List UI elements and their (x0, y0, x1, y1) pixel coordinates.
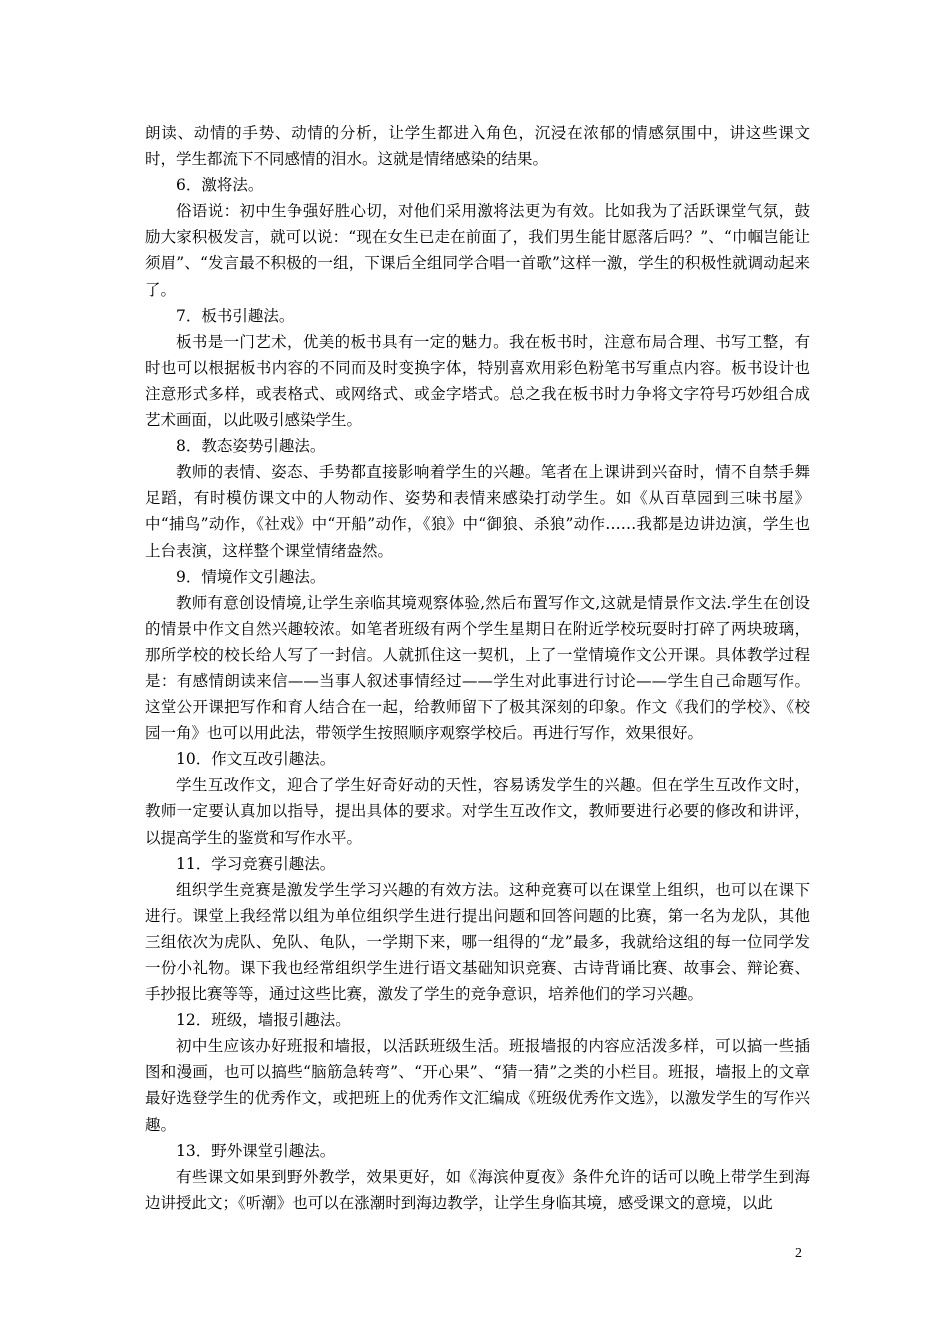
page-number: 2 (795, 1246, 802, 1261)
paragraph-9: 教师有意创设情境,让学生亲临其境观察体验,然后布置写作文,这就是情景作文法.学生在创设的情景中作文自然兴趣较浓。如笔者班级有两个学生星期日在附近学校玩耍时打碎了两块玻璃，那所学校的校长给人写了一封信。人就抓住这一契机，上了一堂情境作文公开课。具体教学过程是：有感情朗读来信——当事人叙述事情经过——学生对此事进行讨论——学生自己命题写作。这堂公开课把写作和育人结合在一起，给教师留下了极其深刻的印象。作文《我们的学校》、《校园一角》也可以用此法，带领学生按照顺序观察学校后。再进行写作，效果很好。 (145, 593, 810, 743)
paragraph-continuation: 朗读、动情的手势、动情的分析，让学生都进入角色，沉浸在浓郁的情感氛围中，讲这些课文时，学生都流下不同感情的泪水。这就是情绪感染的结果。 (145, 124, 810, 169)
section-heading-7: 7．板书引趣法。 (176, 306, 295, 325)
section-heading-11: 11．学习竞赛引趣法。 (176, 854, 336, 873)
document-page (145, 120, 810, 1216)
paragraph-10: 学生互改作文，迎合了学生好奇好动的天性，容易诱发学生的兴趣。但在学生互改作文时，教师一定要认真加以指导，提出具体的要求。对学生互改作文，教师要进行必要的修改和讲评，以提高学生的鉴赏和写作水平。 (145, 776, 810, 847)
paragraph-12: 初中生应该办好班报和墙报，以活跃班级生活。班报墙报的内容应活泼多样，可以搞一些插图和漫画，也可以搞些“脑筋急转弯”、“开心果”、“猜一猜”之类的小栏目。班报，墙报上的文章最好选登学生的优秀作文，或把班上的优秀作文汇编成《班级优秀作文选》，以激发学生的写作兴趣。 (145, 1037, 810, 1134)
section-heading-12: 12．班级，墙报引趣法。 (176, 1011, 351, 1030)
section-heading-6: 6．激将法。 (176, 176, 264, 195)
section-heading-9: 9．情境作文引趣法。 (176, 567, 326, 586)
paragraph-8: 教师的表情、姿态、手势都直接影响着学生的兴趣。笔者在上课讲到兴奋时，情不自禁手舞足蹈，有时模仿课文中的人物动作、姿势和表情来感染打动学生。如《从百草园到三味书屋》中“捕鸟”动作，《社戏》中“开船”动作，《狼》中“御狼、杀狼”动作……我都是边讲边演，学生也上台表演，这样整个课堂情绪盎然。 (145, 463, 810, 560)
paragraph-11: 组织学生竞赛是激发学生学习兴趣的有效方法。这种竞赛可以在课堂上组织，也可以在课下进行。课堂上我经常以组为单位组织学生进行提出问题和回答问题的比赛，第一名为龙队，其他三组依次为虎队、免队、龟队，一学期下来，哪一组得的“龙”最多，我就给这组的每一位同学发一份小礼物。课下我也经常组织学生进行语文基础知识竞赛、古诗背诵比赛、故事会、辩论赛、手抄报比赛等等，通过这些比赛，激发了学生的竞争意识，培养他们的学习兴趣。 (145, 880, 810, 1004)
paragraph-13: 有些课文如果到野外教学，效果更好，如《海滨仲夏夜》条件允许的话可以晚上带学生到海边讲授此文；《听潮》也可以在涨潮时到海边教学，让学生身临其境，感受课文的意境，以此 (145, 1167, 810, 1212)
paragraph-6: 俗语说：初中生争强好胜心切，对他们采用激将法更为有效。比如我为了活跃课堂气氛，鼓励大家积极发言，就可以说：“现在女生已走在前面了，我们男生能甘愿落后吗？”、“巾帼岂能让须眉”、“发言最不积极的一组，下课后全组同学合唱一首歌”这样一激，学生的积极性就调动起来了。 (145, 202, 810, 299)
paragraph-7: 板书是一门艺术，优美的板书具有一定的魅力。我在板书时，注意布局合理、书写工整，有时也可以根据板书内容的不同而及时变换字体，特别喜欢用彩色粉笔书写重点内容。板书设计也注意形式多样，或表格式、或网络式、或金字塔式。总之我在板书时力争将文字符号巧妙组合成艺术画面，以此吸引感染学生。 (145, 332, 810, 430)
section-heading-8: 8．教态姿势引趣法。 (176, 437, 326, 456)
section-heading-10: 10．作文互改引趣法。 (176, 750, 336, 769)
section-heading-13: 13．野外课堂引趣法。 (176, 1141, 336, 1160)
